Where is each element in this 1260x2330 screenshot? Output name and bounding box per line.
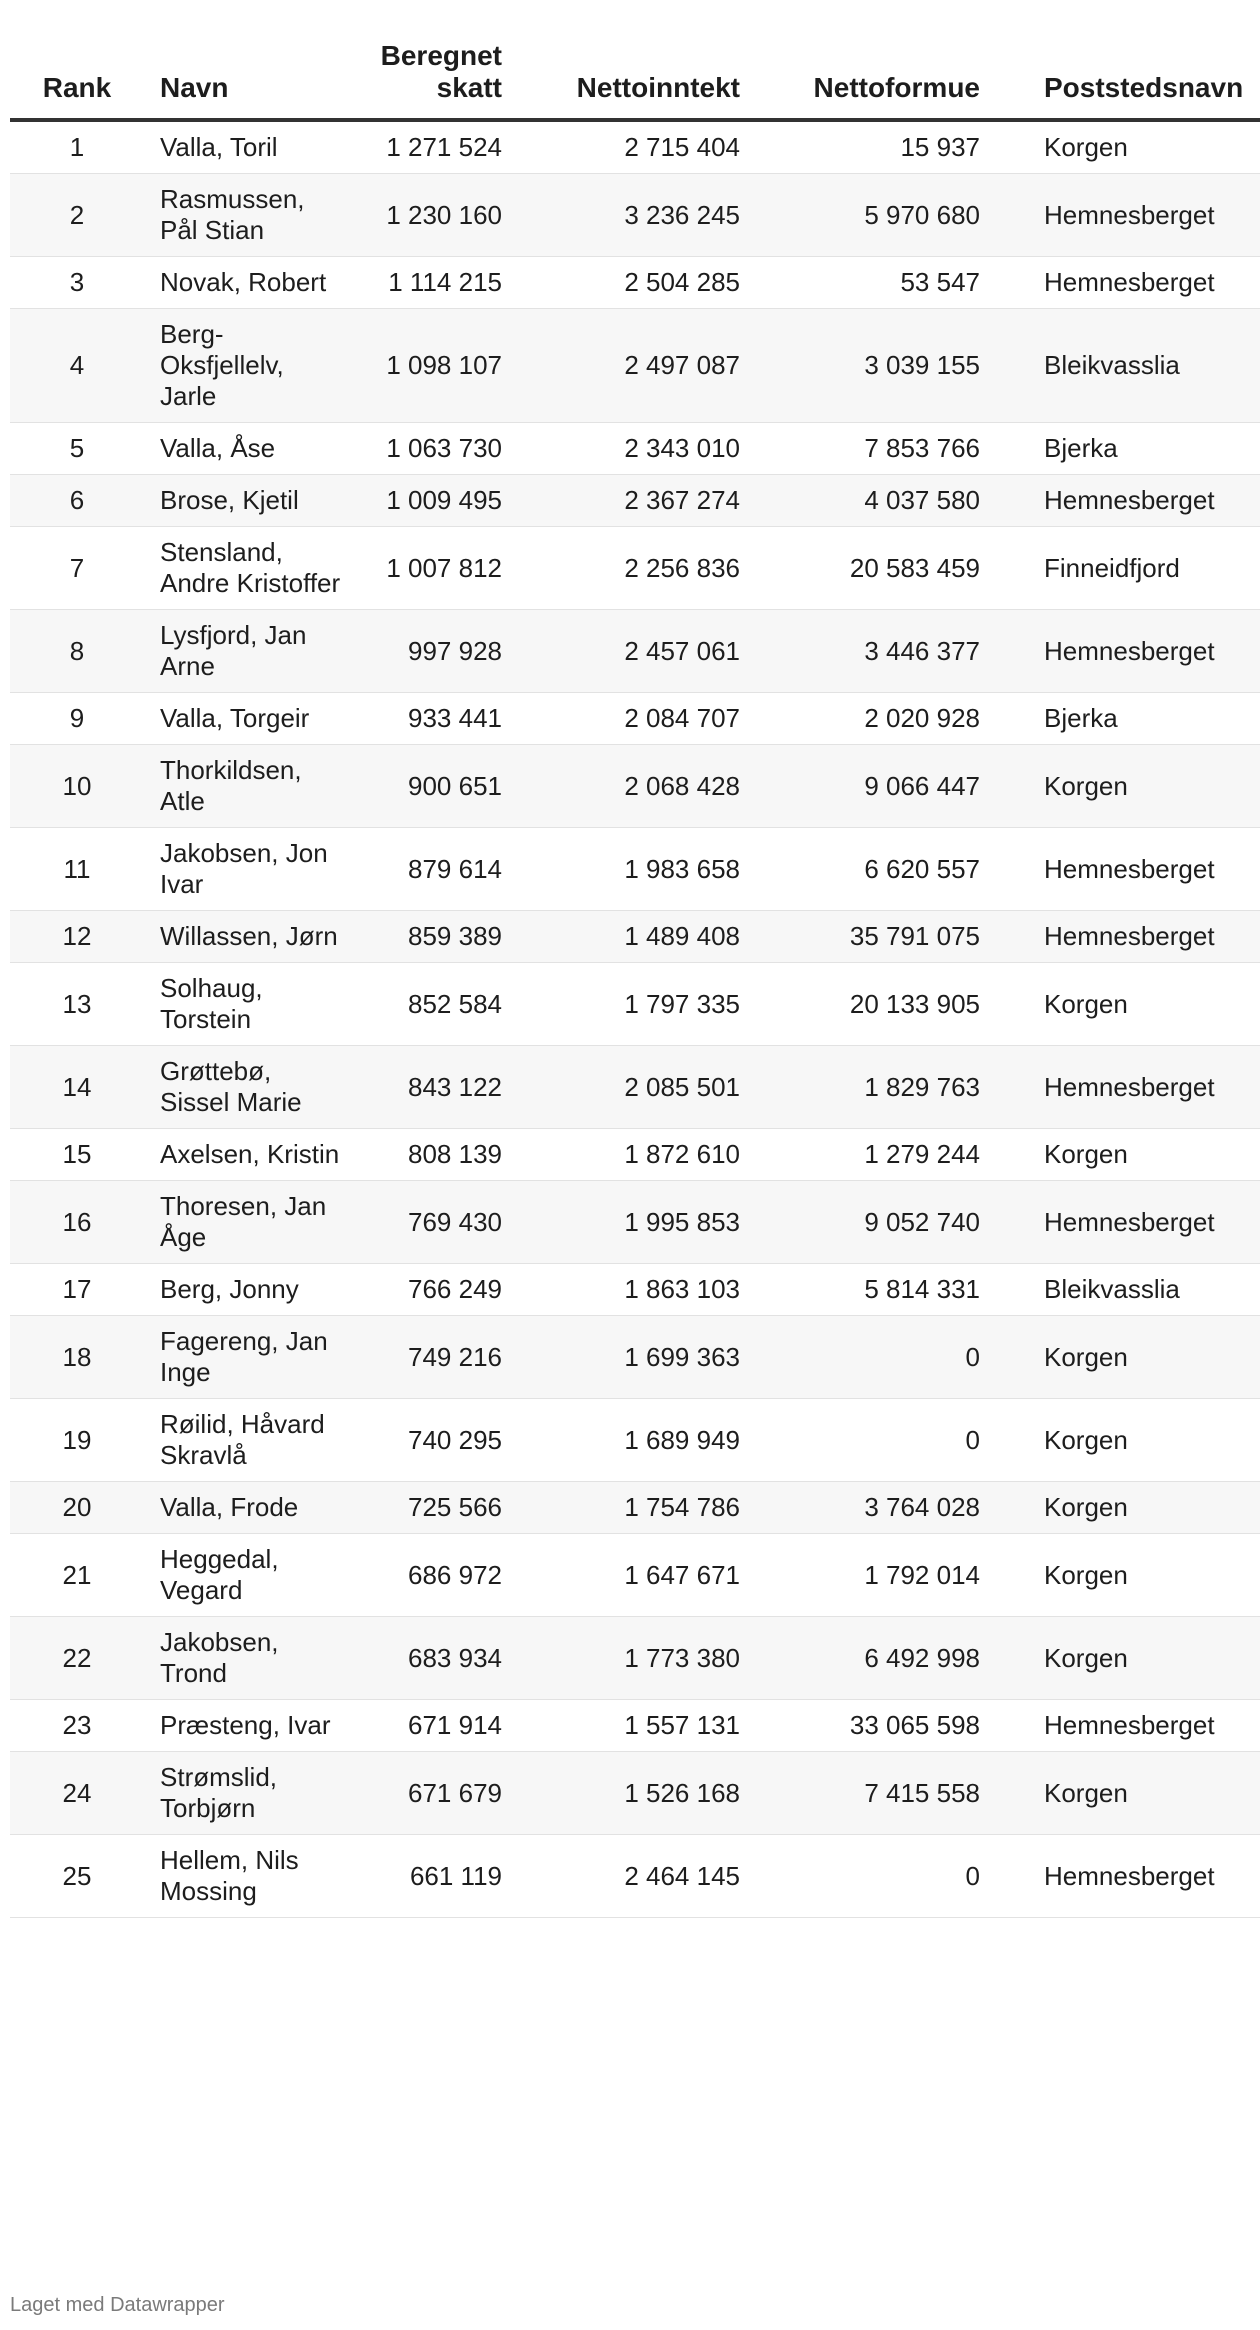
cell-nettoformue: 0 [740,1316,980,1399]
cell-beregnet-skatt: 879 614 [345,828,502,911]
cell-rank: 2 [10,174,150,257]
table-row [10,911,1260,963]
cell-beregnet-skatt: 1 009 495 [345,475,502,527]
cell-nettoformue: 1 279 244 [740,1129,980,1181]
cell-rank: 9 [10,693,150,745]
cell-rank: 16 [10,1181,150,1264]
cell-beregnet-skatt: 1 271 524 [345,120,502,174]
table-row [10,1129,1260,1181]
cell-rank: 23 [10,1700,150,1752]
table-row [10,1617,1260,1700]
cell-poststedsnavn: Korgen [980,1482,1260,1534]
cell-rank: 25 [10,1835,150,1918]
cell-nettoformue: 5 814 331 [740,1264,980,1316]
column-header-beregnet-skatt-line2: skatt [436,72,502,103]
table-row [10,1534,1260,1617]
table-row [10,475,1260,527]
table-row [10,1752,1260,1835]
cell-rank: 17 [10,1264,150,1316]
cell-nettoformue: 0 [740,1399,980,1482]
table-row [10,828,1260,911]
cell-navn: Røilid, Håvard Skravlå [150,1399,345,1482]
cell-poststedsnavn: Hemnesberget [980,475,1260,527]
cell-navn: Fagereng, Jan Inge [150,1316,345,1399]
column-header-rank[interactable]: Rank [10,40,150,120]
table-row [10,309,1260,423]
cell-rank: 8 [10,610,150,693]
cell-navn: Valla, Frode [150,1482,345,1534]
table-body [10,120,1260,1918]
cell-poststedsnavn: Korgen [980,963,1260,1046]
cell-beregnet-skatt: 1 114 215 [345,257,502,309]
table-row [10,1046,1260,1129]
cell-rank: 12 [10,911,150,963]
cell-poststedsnavn: Bjerka [980,693,1260,745]
cell-navn: Præsteng, Ivar [150,1700,345,1752]
table-row [10,693,1260,745]
cell-nettoinntekt: 1 754 786 [502,1482,740,1534]
column-header-beregnet-skatt[interactable] [345,40,502,120]
cell-nettoinntekt: 1 647 671 [502,1534,740,1617]
cell-nettoinntekt: 1 489 408 [502,911,740,963]
cell-rank: 14 [10,1046,150,1129]
cell-beregnet-skatt: 686 972 [345,1534,502,1617]
cell-poststedsnavn: Korgen [980,120,1260,174]
cell-nettoformue: 6 492 998 [740,1617,980,1700]
table-row [10,174,1260,257]
cell-rank: 19 [10,1399,150,1482]
cell-beregnet-skatt: 661 119 [345,1835,502,1918]
cell-rank: 20 [10,1482,150,1534]
cell-poststedsnavn: Bleikvasslia [980,309,1260,423]
cell-nettoformue: 2 020 928 [740,693,980,745]
cell-nettoinntekt: 3 236 245 [502,174,740,257]
cell-beregnet-skatt: 749 216 [345,1316,502,1399]
cell-nettoinntekt: 2 367 274 [502,475,740,527]
cell-navn: Jakobsen, Jon Ivar [150,828,345,911]
cell-nettoinntekt: 2 085 501 [502,1046,740,1129]
cell-nettoinntekt: 1 773 380 [502,1617,740,1700]
cell-navn: Hellem, Nils Mossing [150,1835,345,1918]
cell-nettoformue: 20 133 905 [740,963,980,1046]
cell-navn: Strømslid, Torbjørn [150,1752,345,1835]
cell-poststedsnavn: Hemnesberget [980,1046,1260,1129]
cell-poststedsnavn: Korgen [980,1316,1260,1399]
cell-beregnet-skatt: 1 007 812 [345,527,502,610]
cell-poststedsnavn: Bleikvasslia [980,1264,1260,1316]
cell-rank: 6 [10,475,150,527]
cell-navn: Brose, Kjetil [150,475,345,527]
cell-nettoinntekt: 2 464 145 [502,1835,740,1918]
cell-navn: Novak, Robert [150,257,345,309]
cell-nettoformue: 6 620 557 [740,828,980,911]
cell-rank: 5 [10,423,150,475]
cell-poststedsnavn: Hemnesberget [980,1700,1260,1752]
cell-poststedsnavn: Hemnesberget [980,610,1260,693]
cell-poststedsnavn: Korgen [980,745,1260,828]
cell-nettoformue: 9 066 447 [740,745,980,828]
cell-nettoinntekt: 2 256 836 [502,527,740,610]
column-header-nettoformue[interactable]: Nettoformue [740,40,980,120]
cell-poststedsnavn: Korgen [980,1399,1260,1482]
cell-navn: Stensland, Andre Kristoffer [150,527,345,610]
cell-rank: 10 [10,745,150,828]
cell-navn: Thorkildsen, Atle [150,745,345,828]
cell-navn: Valla, Åse [150,423,345,475]
cell-navn: Grøttebø, Sissel Marie [150,1046,345,1129]
cell-nettoinntekt: 1 557 131 [502,1700,740,1752]
cell-poststedsnavn: Hemnesberget [980,257,1260,309]
cell-rank: 15 [10,1129,150,1181]
cell-navn: Berg, Jonny [150,1264,345,1316]
cell-poststedsnavn: Bjerka [980,423,1260,475]
cell-nettoformue: 9 052 740 [740,1181,980,1264]
cell-nettoinntekt: 1 797 335 [502,963,740,1046]
cell-nettoinntekt: 1 689 949 [502,1399,740,1482]
cell-beregnet-skatt: 933 441 [345,693,502,745]
table-row [10,610,1260,693]
cell-nettoformue: 53 547 [740,257,980,309]
cell-nettoformue: 3 764 028 [740,1482,980,1534]
cell-nettoinntekt: 1 526 168 [502,1752,740,1835]
cell-beregnet-skatt: 671 914 [345,1700,502,1752]
cell-beregnet-skatt: 766 249 [345,1264,502,1316]
tax-list-table [10,40,1260,1918]
cell-beregnet-skatt: 852 584 [345,963,502,1046]
cell-beregnet-skatt: 859 389 [345,911,502,963]
cell-nettoformue: 20 583 459 [740,527,980,610]
cell-nettoformue: 35 791 075 [740,911,980,963]
cell-rank: 18 [10,1316,150,1399]
cell-nettoinntekt: 1 983 658 [502,828,740,911]
cell-beregnet-skatt: 671 679 [345,1752,502,1835]
table-row [10,745,1260,828]
cell-navn: Jakobsen, Trond [150,1617,345,1700]
cell-beregnet-skatt: 740 295 [345,1399,502,1482]
cell-rank: 4 [10,309,150,423]
tax-list-table-container[interactable] [10,40,1244,1918]
table-row [10,1181,1260,1264]
cell-nettoformue: 5 970 680 [740,174,980,257]
cell-nettoinntekt: 1 699 363 [502,1316,740,1399]
table-row [10,1399,1260,1482]
cell-nettoformue: 7 853 766 [740,423,980,475]
cell-nettoformue: 33 065 598 [740,1700,980,1752]
table-row [10,120,1260,174]
cell-nettoformue: 3 039 155 [740,309,980,423]
cell-beregnet-skatt: 808 139 [345,1129,502,1181]
cell-nettoinntekt: 1 863 103 [502,1264,740,1316]
cell-nettoinntekt: 2 504 285 [502,257,740,309]
cell-rank: 24 [10,1752,150,1835]
table-row [10,1835,1260,1918]
cell-poststedsnavn: Korgen [980,1752,1260,1835]
cell-beregnet-skatt: 1 230 160 [345,174,502,257]
table-row [10,1700,1260,1752]
cell-nettoformue: 7 415 558 [740,1752,980,1835]
cell-nettoformue: 15 937 [740,120,980,174]
table-row [10,423,1260,475]
cell-nettoinntekt: 1 872 610 [502,1129,740,1181]
column-header-poststedsnavn[interactable]: Poststedsnavn [980,40,1260,120]
footer-credit: Laget med Datawrapper [10,2294,225,2316]
cell-navn: Axelsen, Kristin [150,1129,345,1181]
cell-poststedsnavn: Hemnesberget [980,1181,1260,1264]
table-row [10,963,1260,1046]
table-row [10,527,1260,610]
cell-nettoformue: 3 446 377 [740,610,980,693]
cell-rank: 13 [10,963,150,1046]
cell-navn: Willassen, Jørn [150,911,345,963]
cell-poststedsnavn: Korgen [980,1617,1260,1700]
cell-beregnet-skatt: 725 566 [345,1482,502,1534]
cell-poststedsnavn: Hemnesberget [980,174,1260,257]
cell-nettoinntekt: 2 457 061 [502,610,740,693]
cell-nettoinntekt: 1 995 853 [502,1181,740,1264]
cell-navn: Rasmussen, Pål Stian [150,174,345,257]
cell-rank: 7 [10,527,150,610]
cell-nettoinntekt: 2 084 707 [502,693,740,745]
column-header-nettoinntekt[interactable]: Nettoinntekt [502,40,740,120]
table-row [10,1264,1260,1316]
cell-beregnet-skatt: 1 098 107 [345,309,502,423]
cell-navn: Solhaug, Torstein [150,963,345,1046]
cell-rank: 22 [10,1617,150,1700]
cell-beregnet-skatt: 769 430 [345,1181,502,1264]
cell-beregnet-skatt: 843 122 [345,1046,502,1129]
cell-poststedsnavn: Hemnesberget [980,1835,1260,1918]
cell-rank: 11 [10,828,150,911]
cell-rank: 3 [10,257,150,309]
cell-nettoformue: 1 792 014 [740,1534,980,1617]
cell-navn: Valla, Torgeir [150,693,345,745]
table-row [10,1316,1260,1399]
column-header-navn[interactable]: Navn [150,40,345,120]
cell-poststedsnavn: Korgen [980,1129,1260,1181]
cell-navn: Heggedal, Vegard [150,1534,345,1617]
cell-nettoformue: 4 037 580 [740,475,980,527]
cell-beregnet-skatt: 683 934 [345,1617,502,1700]
cell-nettoinntekt: 2 068 428 [502,745,740,828]
table-row [10,1482,1260,1534]
cell-poststedsnavn: Hemnesberget [980,911,1260,963]
table-header-row [10,40,1260,120]
cell-nettoformue: 0 [740,1835,980,1918]
cell-navn: Berg-Oksfjellelv, Jarle [150,309,345,423]
column-header-beregnet-skatt-line1: Beregnet [380,40,502,71]
cell-poststedsnavn: Hemnesberget [980,828,1260,911]
cell-beregnet-skatt: 900 651 [345,745,502,828]
table-row [10,257,1260,309]
cell-navn: Valla, Toril [150,120,345,174]
cell-navn: Lysfjord, Jan Arne [150,610,345,693]
cell-nettoformue: 1 829 763 [740,1046,980,1129]
cell-beregnet-skatt: 1 063 730 [345,423,502,475]
cell-nettoinntekt: 2 343 010 [502,423,740,475]
cell-poststedsnavn: Finneidfjord [980,527,1260,610]
cell-beregnet-skatt: 997 928 [345,610,502,693]
cell-rank: 1 [10,120,150,174]
cell-poststedsnavn: Korgen [980,1534,1260,1617]
cell-navn: Thoresen, Jan Åge [150,1181,345,1264]
cell-rank: 21 [10,1534,150,1617]
cell-nettoinntekt: 2 715 404 [502,120,740,174]
cell-nettoinntekt: 2 497 087 [502,309,740,423]
